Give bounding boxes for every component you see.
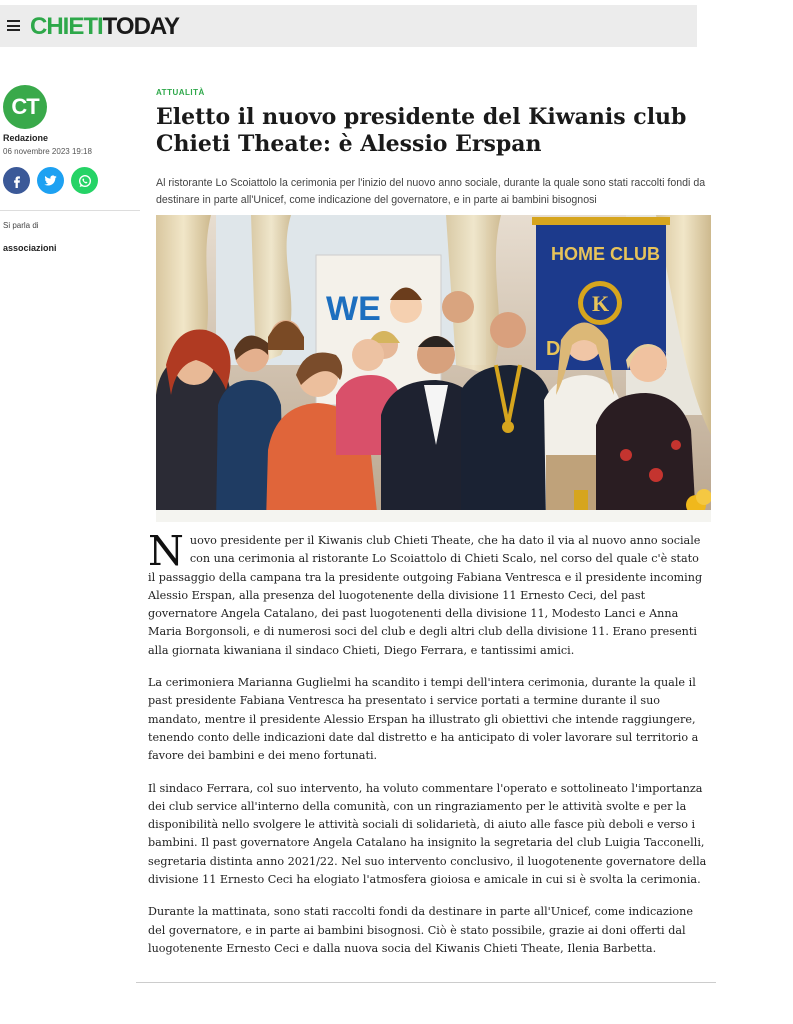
body-paragraph-2: La cerimoniera Marianna Guglielmi ha scandito i tempi dell'intera cerimonia, durante la quale il past presidente Fabiana Ventresca ha presentato i service portati a termine durante il suo mandato, mentre il presidente Alessio Erspan ha illustrato gli obiettivi che intende raggiungere, tenendo conto delle indicazioni date dal distretto e ha anticipato di voler lavorare sul territorio a favore dei bambini e dei meno fortunati. xyxy=(148,676,699,763)
twitter-share-button[interactable] xyxy=(37,167,64,194)
photo-kiwanis-seal-letter: K xyxy=(592,291,610,316)
photo-banner-letter: D xyxy=(546,338,561,360)
author-name[interactable]: Redazione xyxy=(3,133,49,143)
article-photo xyxy=(156,215,711,522)
twitter-icon xyxy=(43,173,58,188)
body-paragraph-1 xyxy=(148,527,708,660)
category-kicker[interactable]: ATTUALITÀ xyxy=(156,88,205,97)
publish-date: 06 novembre 2023 19:18 xyxy=(3,147,92,156)
article-body xyxy=(148,527,708,972)
article-title: Eletto il nuovo presidente del Kiwanis club Chieti Theate: è Alessio Erspan xyxy=(156,104,687,157)
tag-link-associazioni[interactable]: associazioni xyxy=(3,243,57,253)
drop-cap: N xyxy=(148,527,184,575)
body-paragraph-4: Durante la mattinata, sono stati raccolti fondi da destinare in parte all'Unicef, come indicazione del governatore, e in parte ai bambini bisognosi. Ciò è stato possibile, grazie ai doni offerti dal luogotenente Ernesto Ceci e dalla nuova socia del Kiwanis Chieti Theate, Ilenia Barbetta. xyxy=(148,905,693,955)
tags-label: Si parla di xyxy=(3,221,39,230)
facebook-share-button[interactable] xyxy=(3,167,30,194)
top-header-bar xyxy=(0,5,697,47)
site-logo[interactable] xyxy=(30,13,179,41)
hamburger-menu-icon[interactable] xyxy=(7,20,20,31)
photo-banner-we: WE xyxy=(326,290,381,328)
body-paragraph-3: Il sindaco Ferrara, col suo intervento, ha voluto commentare l'operato e sottolineato l'importanza dei club service all'interno della comunità, con un ringraziamento per le attività svolte e per la disponibilità nello svolgere le attività sociali di solidarietà, di aiuto alle fasce più deboli e verso i bambini. Il past governatore Angela Catalano ha insignito la segretaria del club Luigia Tacconelli, segretaria distinta anno 2021/22. Nel suo intervento conclusivo, il luogotenente governatore della divisione 11 Ernesto Ceci ha elogiato l'atmosfera gioiosa e amicale in cui si è svolta la cerimonia. xyxy=(148,781,707,887)
article-subtitle: Al ristorante Lo Scoiattolo la cerimonia per l'inizio del nuovo anno sociale, durante la quale sono stati raccolti fondi da destinare in parte all'Unicef, come indicazione del governatore, e in parte ai bambini bisognosi xyxy=(156,177,706,206)
photo-banner-home-club: HOME CLUB xyxy=(551,244,660,264)
body-paragraph-1-text: uovo presidente per il Kiwanis club Chieti Theate, che ha dato il via al nuovo anno sociale con una cerimonia al ristorante Lo Scoiattolo di Chieti Scalo, nel corso del quale c'è stato il passaggio della campana tra la presidente outgoing Fabiana Ventresca e il presidente incoming Alessio Erspan, alla presenza del luogotenente della divisione 11 Ernesto Ceci, del past governatore Angela Catalano, dei past luogotenenti della divisione 11, Modesto Lanci e Anna Maria Borgonsoli, e di numerosi soci del club e degli altri club della divisione 11. Erano presenti alla giornata kiwaniana il sindaco Chieti, Diego Ferrara, e tantissimi amici. xyxy=(148,534,703,657)
whatsapp-icon xyxy=(77,173,93,189)
author-avatar[interactable]: CT xyxy=(3,85,47,129)
article-bottom-divider xyxy=(136,982,716,983)
sidebar-divider xyxy=(0,210,140,211)
facebook-icon xyxy=(10,174,24,188)
logo-part-today: TODAY xyxy=(102,13,180,40)
group-photo-illustration xyxy=(156,215,711,522)
whatsapp-share-button[interactable] xyxy=(71,167,98,194)
logo-part-chieti: CHIETI xyxy=(30,13,103,40)
